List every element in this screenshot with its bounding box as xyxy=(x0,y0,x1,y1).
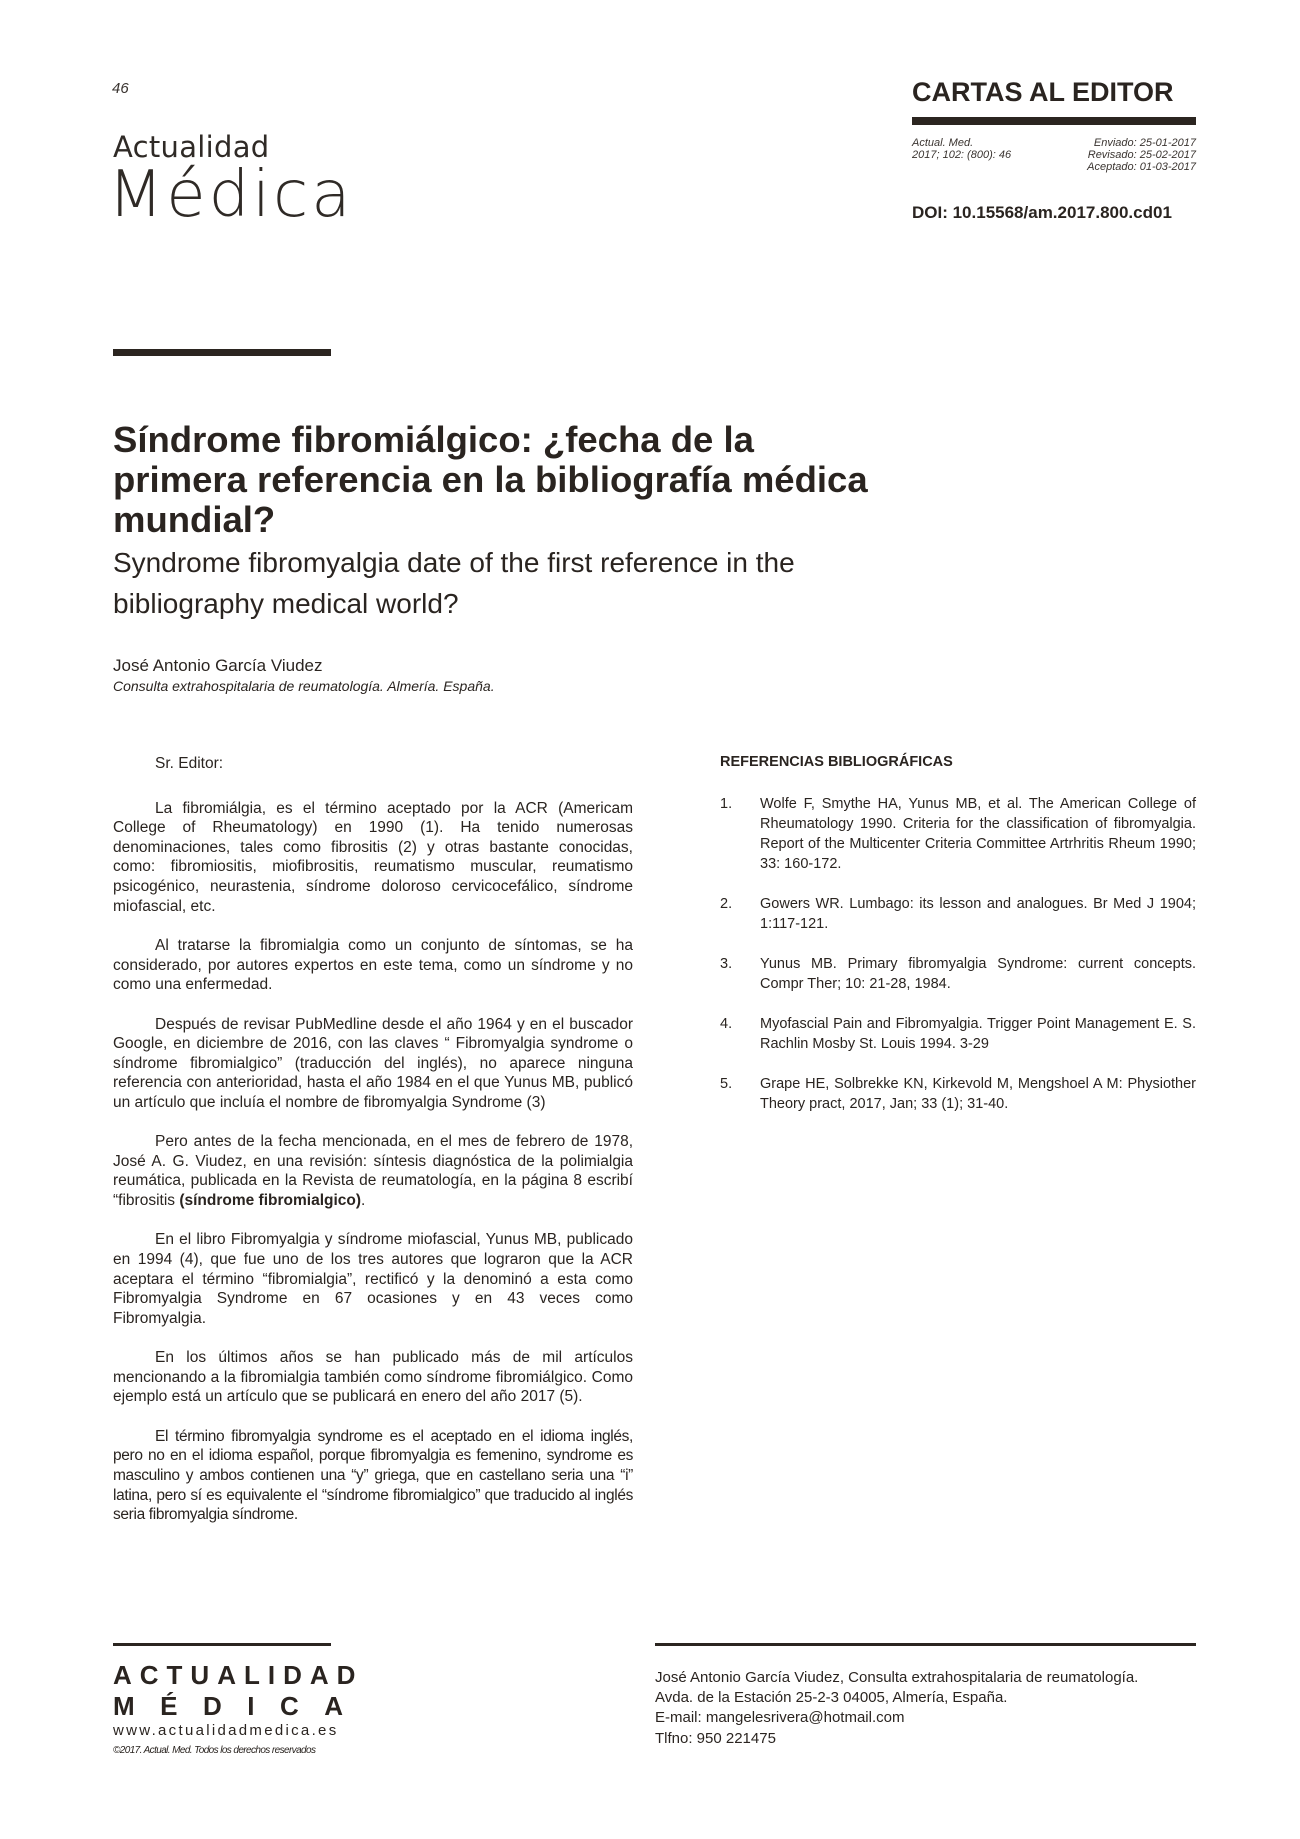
article-title-en: Syndrome fibromyalgia date of the first reference in the bibliography medical world? xyxy=(113,547,795,619)
reference-item xyxy=(720,1014,1196,1054)
reference-item xyxy=(720,954,1196,994)
reference-number: 1. xyxy=(720,796,733,812)
paragraph-4-text: Pero antes de la fecha mencionada, en el mes de febrero de 1978, José A. G. Viudez, en una revisión: síntesis diagnóstica de la polimialgia reumática, publicada en la Revista de reumatología, en la página 8 escribí “fibrositis xyxy=(113,1133,633,1210)
revised-date: Revisado: 25-02-2017 xyxy=(1087,149,1196,161)
footer-rule-right xyxy=(655,1643,1196,1646)
contact-email[interactable]: E-mail: mangelesrivera@hotmail.com xyxy=(655,1709,905,1727)
reference-number: 2. xyxy=(720,896,733,912)
paragraph-1: La fibromiálgia, es el término aceptado por la ACR (Americam College of Rheumatology) en 1990 (1). Ha tenido numerosas denominaciones, tales como fibrositis (2) y otras bastante conocidas, como: fibromiositis, miofibrositis, reumatismo muscular, reumatismo psicogénico, neurastenia, síndrome doloroso cervicocefálico, síndrome miofascial, etc. xyxy=(113,799,633,915)
section-rule xyxy=(912,117,1196,125)
accepted-date: Aceptado: 01-03-2017 xyxy=(1087,161,1196,173)
reference-text: Gowers WR. Lumbago: its lesson and analogues. Br Med J 1904; 1:117-121. xyxy=(760,896,1196,932)
reference-text: Grape HE, Solbrekke KN, Kirkevold M, Mengshoel A M: Physiother Theory pract, 2017, Jan; 33 (1); 31-40. xyxy=(760,1076,1196,1112)
paragraph-6: En los últimos años se han publicado más de mil artículos mencionando a la fibromialgia también como síndrome fibromiálgico. Como ejemplo está un artículo que se publicará en enero del año 2017 (5). xyxy=(113,1349,633,1406)
reference-text: Myofascial Pain and Fibromyalgia. Trigger Point Management E. S. Rachlin Mosby St. Louis 1994. 3-29 xyxy=(760,1016,1196,1052)
reference-number: 3. xyxy=(720,956,733,972)
contact-line-1: José Antonio García Viudez, Consulta extrahospitalaria de reumatología. xyxy=(655,1669,1139,1686)
author-affiliation: Consulta extrahospitalaria de reumatología. Almería. España. xyxy=(113,678,495,694)
paragraph-5: En el libro Fibromyalgia y síndrome miofascial, Yunus MB, publicado en 1994 (4), que fue uno de los tres autores que lograron que la ACR aceptara el término “fibromialgia”, rectificó y la denominó a esta como Fibromyalgia Syndrome en 67 ocasiones y en 43 veces como Fibromyalgia. xyxy=(113,1231,633,1327)
article-title-es: Síndrome fibromiálgico: ¿fecha de la primera referencia en la bibliografía médica mundial? xyxy=(113,419,868,540)
doi: DOI: 10.15568/am.2017.800.cd01 xyxy=(912,203,1172,222)
author-name: José Antonio García Viudez xyxy=(113,656,323,675)
reference-number: 4. xyxy=(720,1016,733,1032)
footer-logo-line-2: MÉDICA xyxy=(113,1691,369,1721)
citation-info xyxy=(912,137,1011,161)
page-number: 46 xyxy=(112,80,129,97)
paragraph-3: Después de revisar PubMedline desde el año 1964 y en el buscador Google, en diciembre de 2016, con las claves “ Fibromyalgia syndrome o síndrome fibromialgico” (traducción del inglés), no aparece ninguna referencia con anterioridad, hasta el año 1984 en el que Yunus MB, publicó un artículo que incluía el nombre de fibromyalgia Syndrome (3) xyxy=(113,1015,633,1111)
title-rule xyxy=(113,349,331,356)
footer-rule-left xyxy=(113,1643,331,1646)
contact-phone: Tlfno: 950 221475 xyxy=(655,1729,776,1747)
footer-url[interactable]: www.actualidadmedica.es xyxy=(113,1722,339,1739)
reference-item xyxy=(720,1074,1196,1114)
references-section xyxy=(720,754,1196,1134)
paragraph-4-bold: (síndrome fibromialgico) xyxy=(179,1192,362,1210)
paragraph-4 xyxy=(113,1132,633,1210)
citation-line-1: Actual. Med. xyxy=(912,137,974,149)
reference-item xyxy=(720,794,1196,874)
paragraph-2: Al tratarse la fibromialgia como un conjunto de síntomas, se ha considerado, por autores expertos en este tema, como un síndrome y no como una enfermedad. xyxy=(113,936,633,994)
reference-text: Wolfe F, Smythe HA, Yunus MB, et al. The American College of Rheumatology 1990. Criteria for the classification of fibromyalgia. Report of the Multicenter Criteria Committee Artrhritis Rheum 1990; 33: 160-172. xyxy=(760,796,1196,872)
section-label: CARTAS AL EDITOR xyxy=(912,77,1174,107)
salutation: Sr. Editor: xyxy=(155,755,224,772)
sent-date: Enviado: 25-01-2017 xyxy=(1093,137,1196,149)
reference-text: Yunus MB. Primary fibromyalgia Syndrome: current concepts. Compr Ther; 10: 21-28, 1984. xyxy=(760,956,1196,992)
contact-block xyxy=(655,1668,1196,1749)
paragraph-4-end: . xyxy=(361,1192,366,1210)
references-heading: REFERENCIAS BIBLIOGRÁFICAS xyxy=(720,754,953,770)
contact-line-2: Avda. de la Estación 25-2-3 04005, Almería, España. xyxy=(655,1689,1008,1707)
citation-line-2: 2017; 102: (800): 46 xyxy=(912,149,1012,161)
footer-copyright: ©2017. Actual. Med. Todos los derechos reservados xyxy=(113,1745,316,1756)
footer-logo-line-1: ACTUALIDAD xyxy=(113,1660,364,1690)
reference-item xyxy=(720,894,1196,934)
reference-number: 5. xyxy=(720,1076,733,1092)
paragraph-7: El término fibromyalgia syndrome es el aceptado en el idioma inglés, pero no en el idioma español, porque fibromyalgia es femenino, syndrome es masculino y ambos contienen una “y” griega, que en castellano seria una “i” latina, pero sí es equivalente el “síndrome fibromialgico” que traducido al inglés seria fibromyalgia síndrome. xyxy=(113,1427,633,1524)
journal-logo-main: Médica xyxy=(108,158,354,232)
dates-info xyxy=(1020,137,1196,173)
journal-logo-top: Actualidad xyxy=(113,130,270,164)
letter-body xyxy=(113,754,633,1545)
